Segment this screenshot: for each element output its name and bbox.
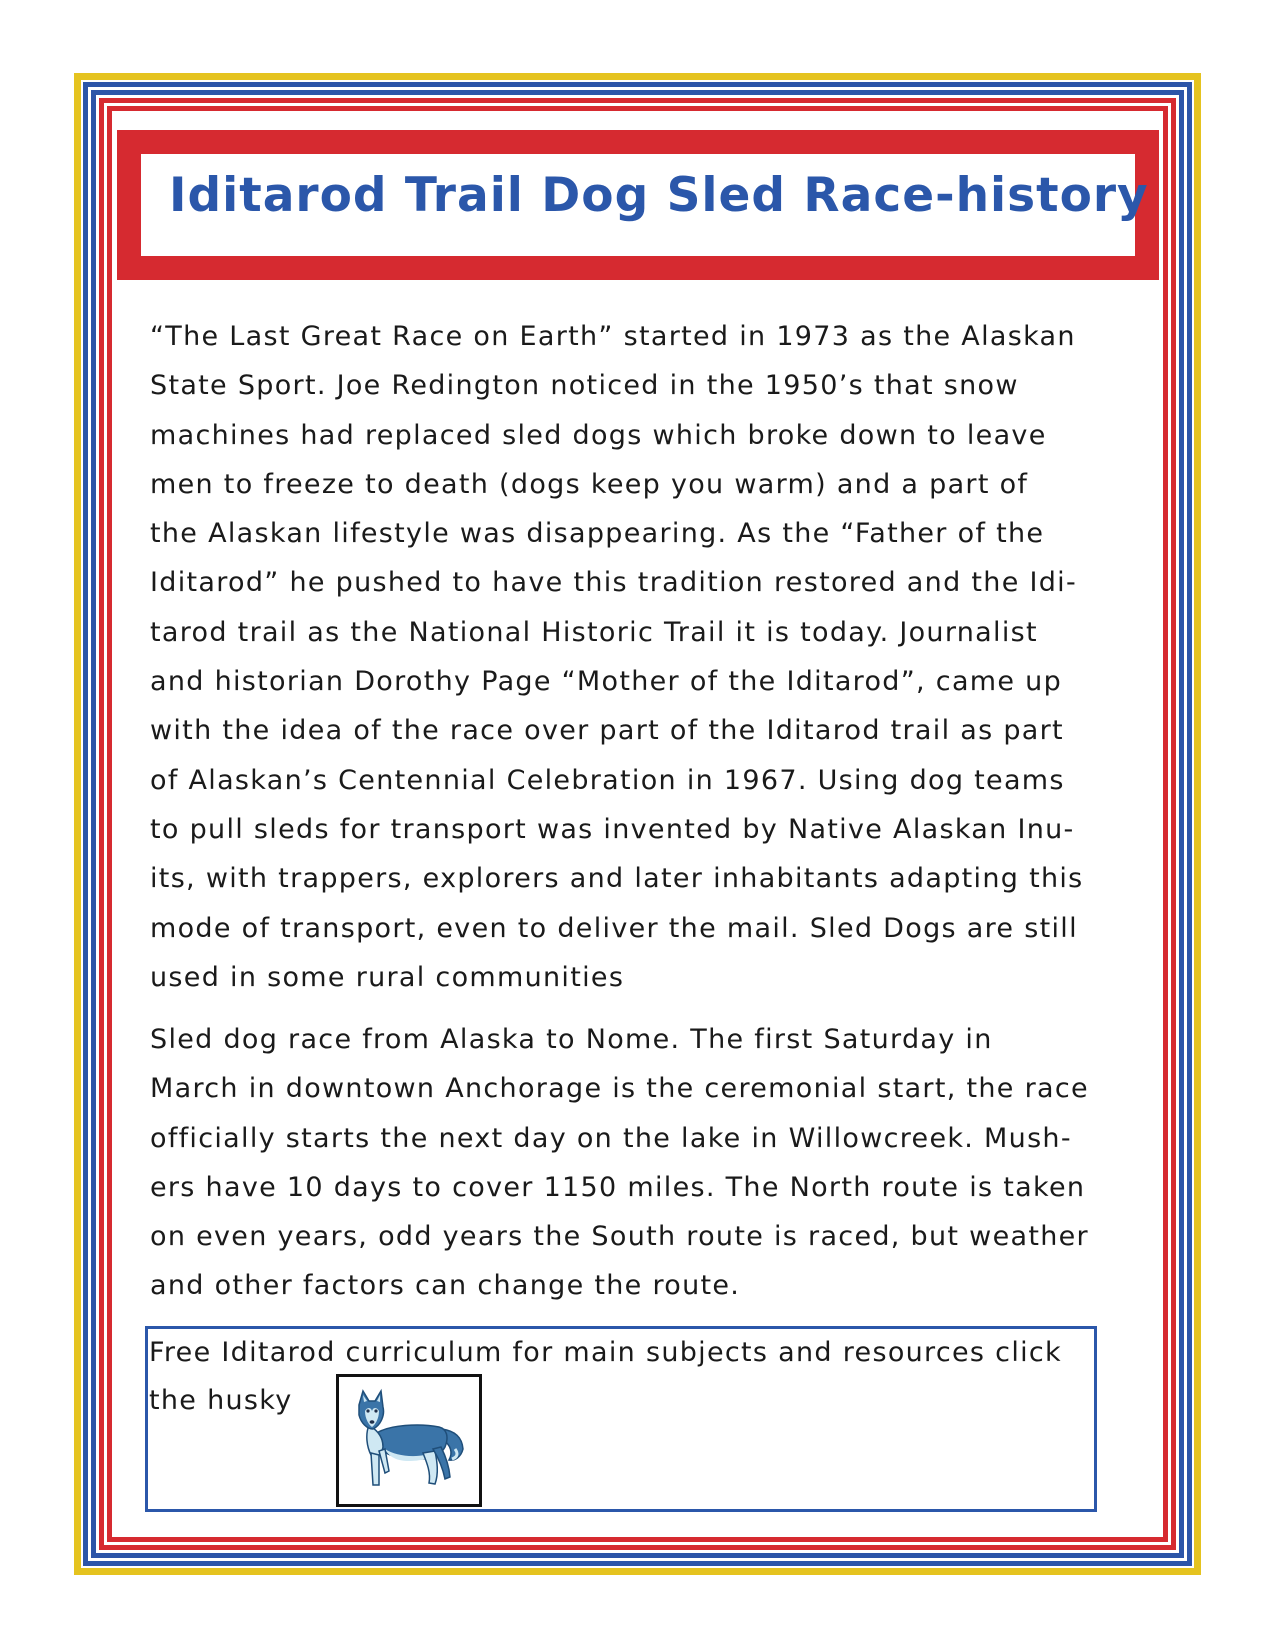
- text-line: and historian Dorothy Page “Mother of the Iditarod”, came up: [150, 666, 1063, 698]
- text-line: ers have 10 days to cover 1150 miles. The North route is taken: [150, 1171, 1086, 1203]
- race-paragraph: [150, 1015, 1170, 1311]
- text-line: State Sport. Joe Redington noticed in the 1950’s that snow: [150, 370, 1019, 402]
- text-line: Free Iditarod curriculum for main subjects and resources click: [149, 1337, 1062, 1368]
- husky-link-button[interactable]: [336, 1374, 482, 1507]
- text-line: machines had replaced sled dogs which broke down to leave: [150, 419, 1047, 451]
- text-line: Iditarod” he pushed to have this tradition restored and the Idi-: [150, 567, 1078, 599]
- history-paragraph: [150, 312, 1170, 1002]
- text-line: March in downtown Anchorage is the ceremonial start, the race: [150, 1073, 1089, 1105]
- title-banner: [117, 130, 1159, 280]
- text-line: men to freeze to death (dogs keep you warm) and a part of: [150, 468, 1029, 500]
- resource-text: [149, 1329, 1062, 1425]
- text-line: its, with trappers, explorers and later inhabitants adapting this: [150, 863, 1084, 895]
- resource-box: [145, 1326, 1097, 1512]
- text-line: “The Last Great Race on Earth” started in 1973 as the Alaskan: [150, 321, 1076, 352]
- text-line: to pull sleds for transport was invented by Native Alaskan Inu-: [150, 813, 1075, 845]
- text-line: mode of transport, even to deliver the mail. Sled Dogs are still: [150, 912, 1078, 944]
- page-title: Iditarod Trail Dog Sled Race-history: [169, 168, 1149, 223]
- text-line: the Alaskan lifestyle was disappearing. As the “Father of the: [150, 518, 1045, 550]
- text-line: used in some rural communities: [150, 961, 625, 993]
- text-line: tarod trail as the National Historic Trail it is today. Journalist: [150, 616, 1038, 648]
- husky-icon: [339, 1377, 479, 1504]
- text-line: the husky: [149, 1385, 293, 1416]
- text-line: on even years, odd years the South route is raced, but weather: [150, 1221, 1089, 1253]
- text-line: and other factors can change the route.: [150, 1270, 741, 1302]
- text-line: Sled dog race from Alaska to Nome. The first Saturday in: [150, 1024, 993, 1055]
- text-line: with the idea of the race over part of the Iditarod trail as part: [150, 715, 1064, 747]
- text-line: officially starts the next day on the lake in Willowcreek. Mush-: [150, 1122, 1072, 1154]
- text-line: of Alaskan’s Centennial Celebration in 1967. Using dog teams: [150, 764, 1065, 796]
